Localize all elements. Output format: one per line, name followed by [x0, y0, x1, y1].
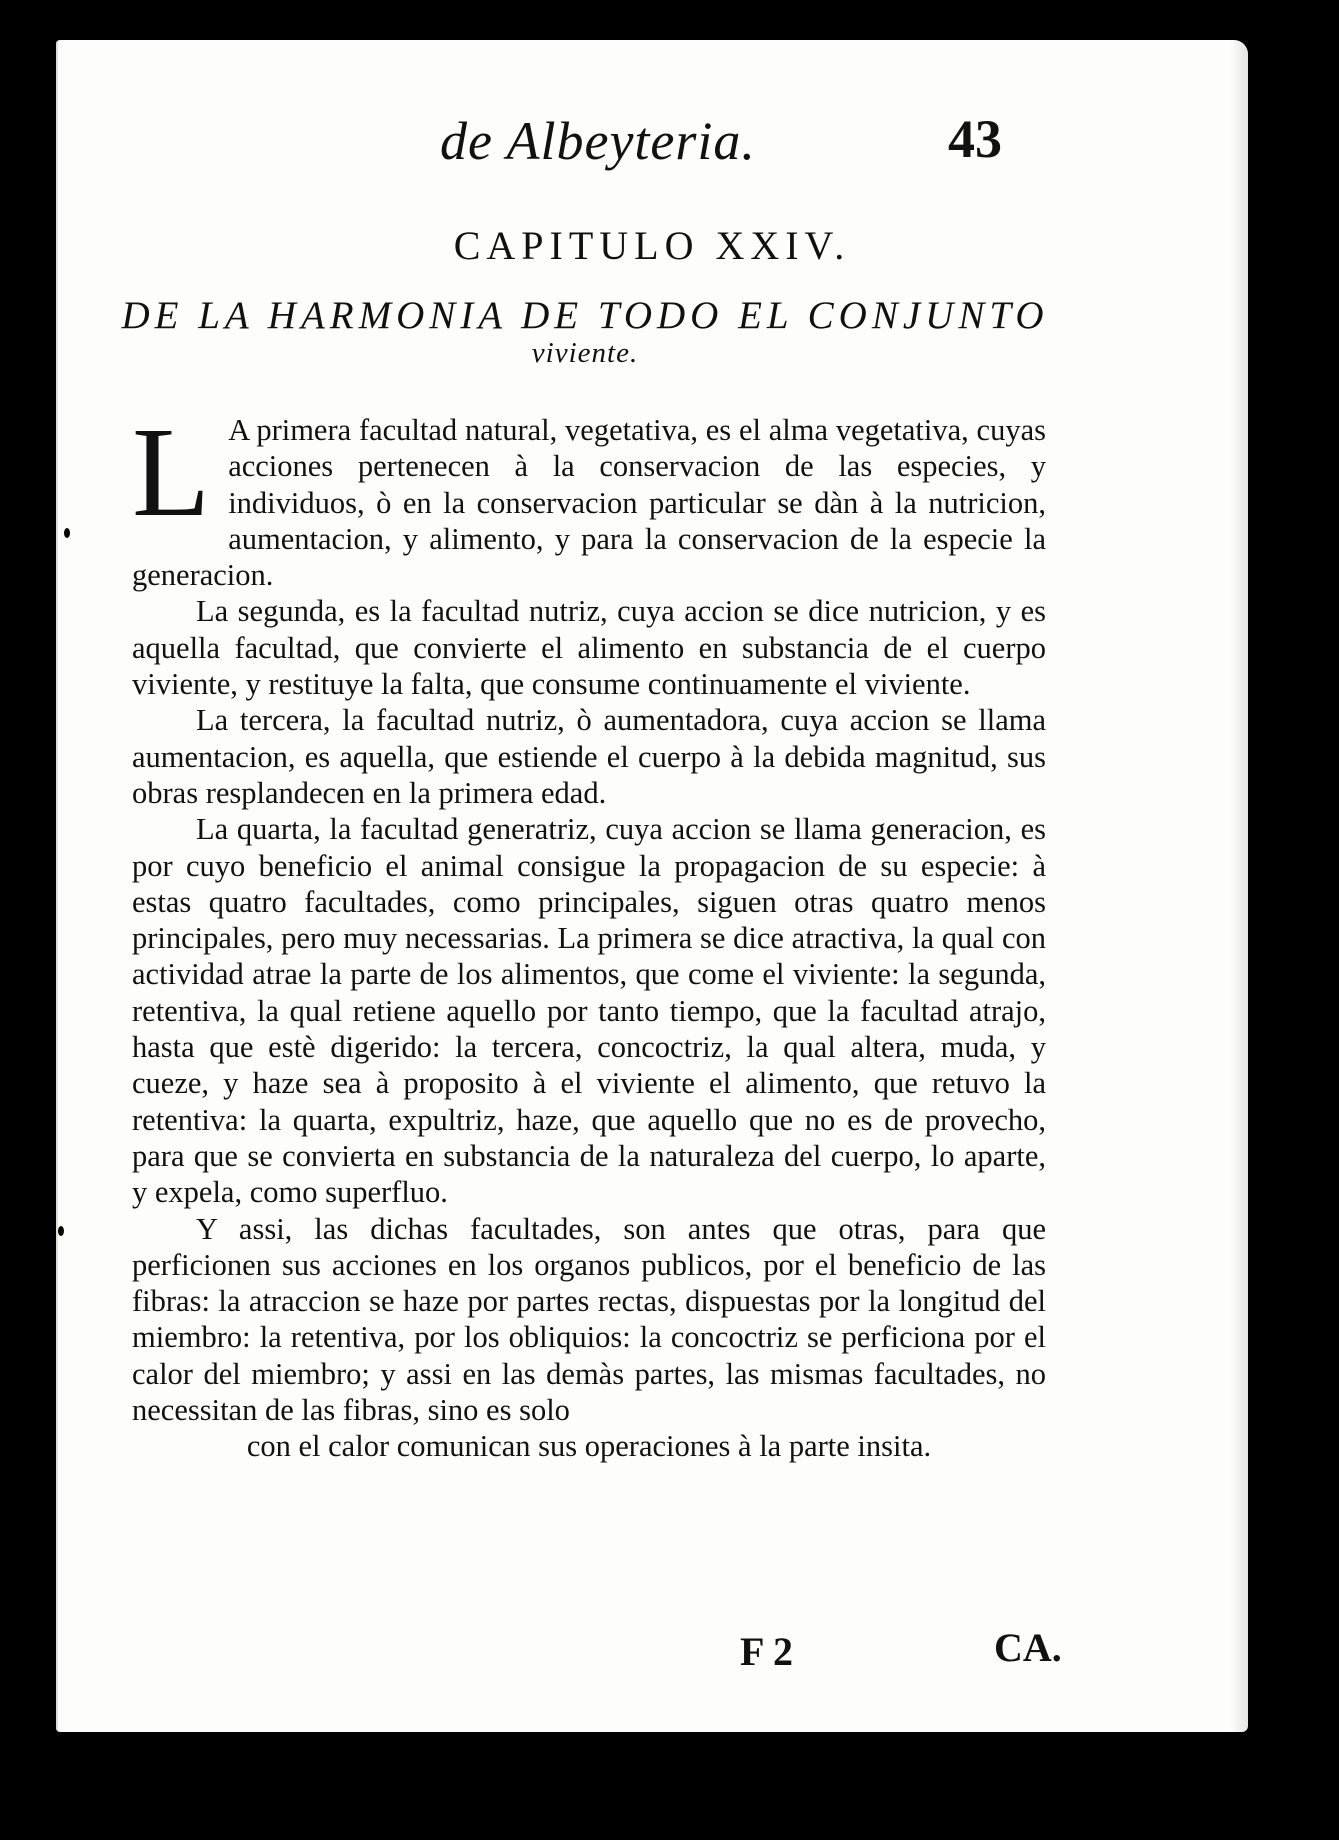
paragraph-2: La segunda, es la facultad nutriz, cuya accion se dice nutricion, y es aquella facultad, que convierte el alimento en substancia de el cuerpo viviente, y restituye la falta, que consume continuamente el viviente. — [132, 594, 1046, 702]
signature-mark: F 2 — [740, 1629, 793, 1674]
page-number: 43 — [948, 109, 1002, 169]
chapter-title-sub: viviente. — [531, 337, 639, 369]
paragraph-3: La tercera, la facultad nutriz, ò aumentadora, cuya accion se llama aumentacion, es aquella, que estiende el cuerpo à la debida magnitud, sus obras resplandecen en la primera edad. — [132, 703, 1046, 810]
catchword: CA. — [994, 1625, 1062, 1670]
chapter-title-main: DE LA HARMONIA DE TODO EL CONJUNTO — [121, 294, 1049, 337]
running-head: de Albeyteria. — [440, 111, 756, 171]
scan-speck — [58, 1226, 64, 1236]
body-text — [132, 401, 1046, 1465]
scan-left-border — [0, 0, 56, 1840]
drop-cap: L — [132, 401, 211, 543]
paragraph-1 — [132, 401, 1046, 593]
closing-lines: con el calor comunican sus operaciones à la parte insita. — [246, 1429, 932, 1464]
paragraph-1-text: A primera facultad natural, vegetativa, es el alma vegetativa, cuyas acciones pertenecen à la conservacion de las especies, y individuos, ò en la conservacion particular se dàn à la nutricion, aumentacion, y alimento, y para la conservacion de la especie la generacion. — [132, 413, 1046, 593]
chapter-title — [120, 296, 1050, 368]
chapter-heading: CAPITULO XXIV. — [453, 223, 851, 268]
book-page — [56, 40, 1248, 1732]
paragraph-4: La quarta, la facultad generatriz, cuya accion se llama generacion, es por cuyo beneficio el animal consigue la propagacion de su especie: à estas quatro facultades, como principales, siguen otras quatro menos principales, pero muy necessarias. La primera se dice atractiva, la qual con actividad atrae la parte de los alimentos, que come el viviente: la segunda, retentiva, la qual retiene aquello por tanto tiempo, que la facultad atrajo, hasta que estè digerido: la tercera, concoctriz, la qual altera, muda, y cueze, y haze sea à proposito à el viviente el alimento, que retuvo la retentiva: la quarta, expultriz, haze, que aquello que no es de provecho, para que se convierta en substancia de la naturaleza del cuerpo, lo aparte, y expela, como superfluo. — [132, 812, 1046, 1210]
scan-speck — [64, 528, 70, 538]
paragraph-5: Y assi, las dichas facultades, son antes que otras, para que perficionen sus acciones en los organos publicos, por el beneficio de las fibras: la atraccion se haze por partes rectas, dispuestas por la longitud del miembro: la retentiva, por los obliquios: la concoctriz se perficiona por el calor del miembro; y assi en las demàs partes, las mismas facultades, no necessitan de las fibras, sino es solo — [132, 1211, 1046, 1428]
